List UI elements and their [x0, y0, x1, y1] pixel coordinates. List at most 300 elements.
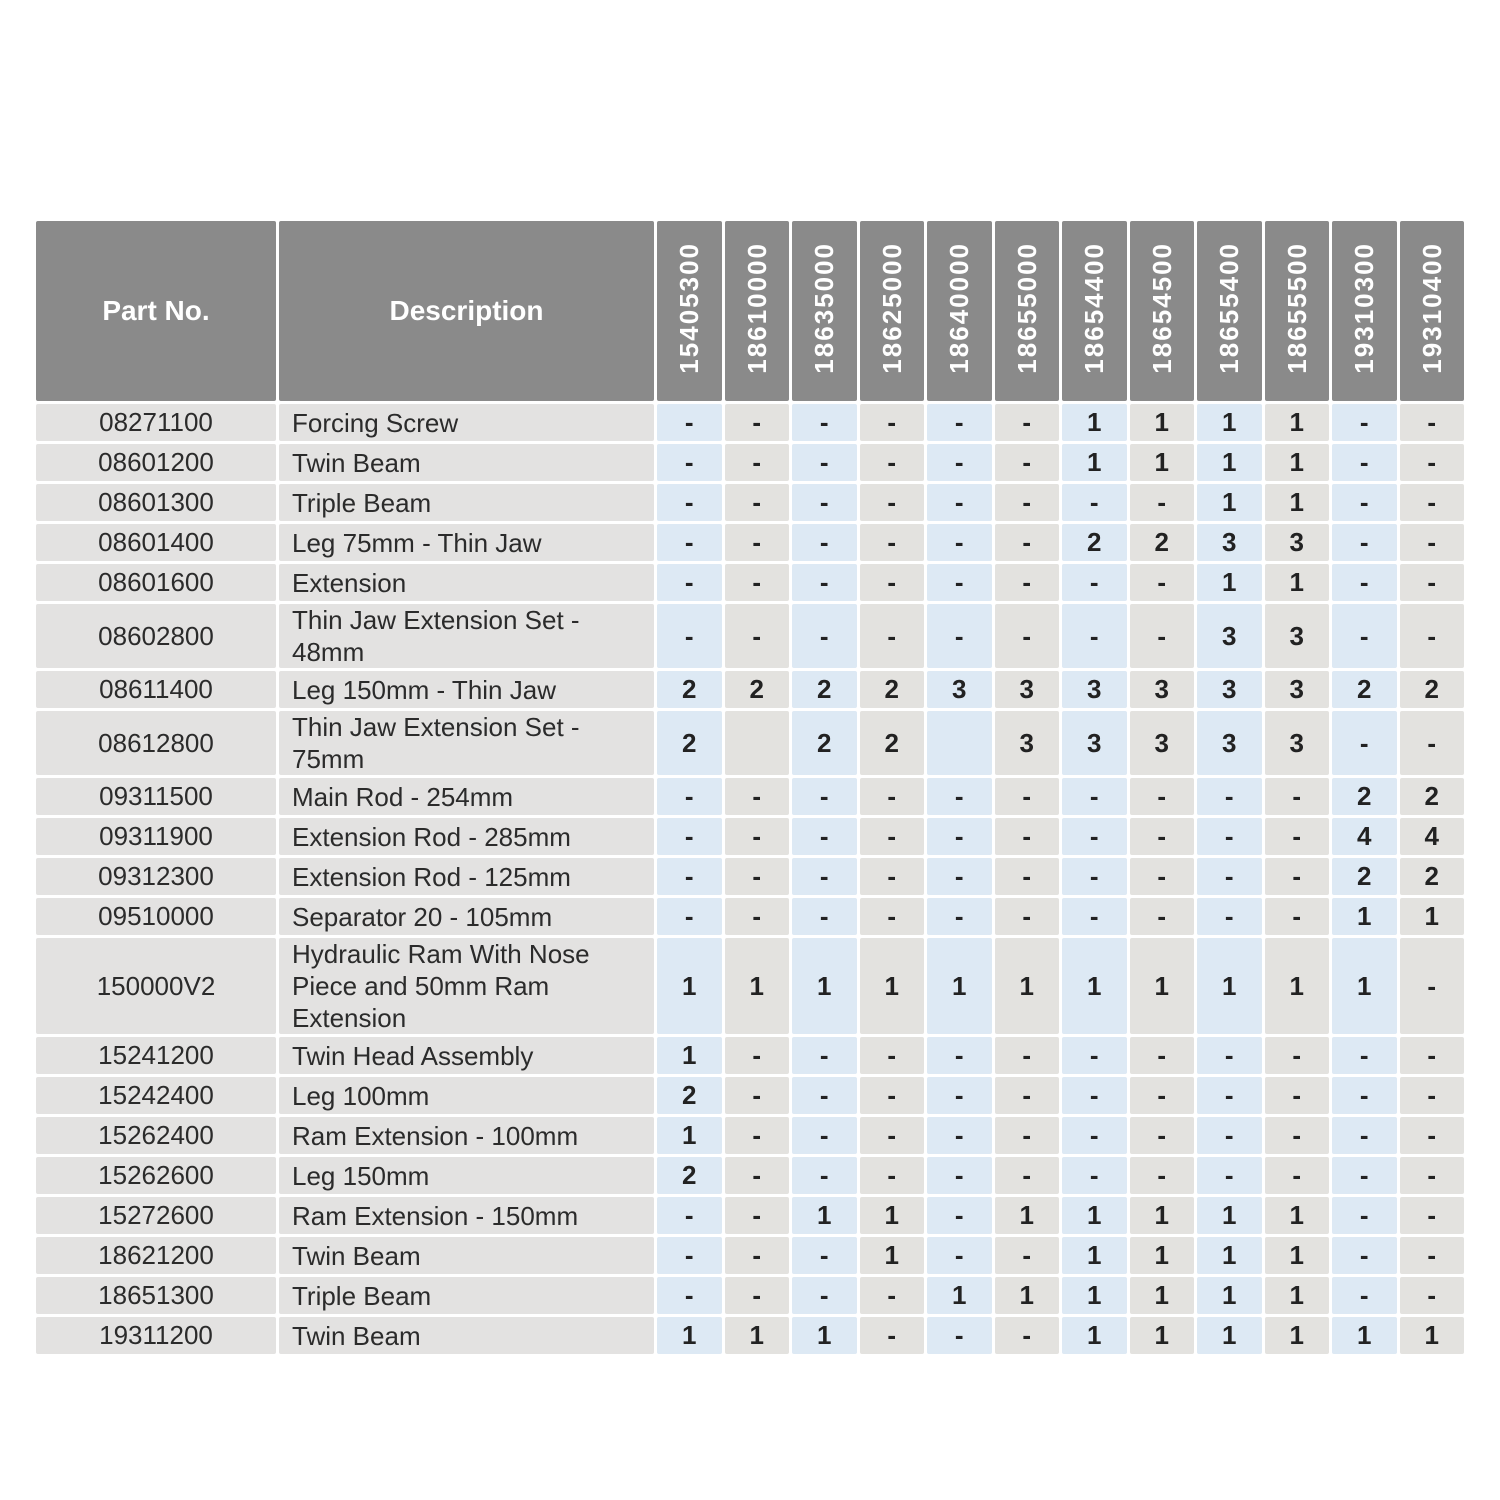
qty-cell: 3	[1197, 604, 1262, 668]
qty-cell: -	[725, 818, 790, 855]
qty-cell: 1	[1130, 444, 1195, 481]
column-header-product-18654400	[1062, 221, 1127, 401]
qty-cell: 1	[1197, 404, 1262, 441]
qty-cell: 2	[1332, 671, 1397, 708]
qty-cell: -	[995, 898, 1060, 935]
qty-cell: -	[927, 1237, 992, 1274]
table-row	[36, 898, 1464, 935]
qty-cell: -	[860, 404, 925, 441]
qty-cell: 3	[1197, 671, 1262, 708]
qty-cell: 1	[1265, 938, 1330, 1034]
qty-cell: 3	[1265, 524, 1330, 561]
table-row	[36, 484, 1464, 521]
qty-cell: -	[657, 484, 722, 521]
qty-cell: 1	[1062, 444, 1127, 481]
product-number-label: 18640000	[944, 241, 975, 374]
qty-cell: -	[1332, 1037, 1397, 1074]
qty-cell: -	[860, 564, 925, 601]
qty-cell: -	[927, 1317, 992, 1354]
qty-cell: 1	[1197, 1237, 1262, 1274]
qty-cell: 2	[1400, 778, 1465, 815]
qty-cell: -	[1400, 524, 1465, 561]
qty-cell: -	[860, 1117, 925, 1154]
qty-cell: -	[1265, 898, 1330, 935]
qty-cell: -	[725, 1237, 790, 1274]
table-row	[36, 818, 1464, 855]
table-row	[36, 671, 1464, 708]
column-header-product-18610000	[725, 221, 790, 401]
qty-cell: -	[657, 1237, 722, 1274]
description-cell: Leg 100mm	[279, 1077, 654, 1114]
qty-cell: 1	[1197, 444, 1262, 481]
qty-cell: 1	[1062, 404, 1127, 441]
qty-cell: -	[927, 1197, 992, 1234]
part-number-cell: 150000V2	[36, 938, 276, 1034]
qty-cell: 1	[995, 1197, 1060, 1234]
column-header-description: Description	[279, 221, 654, 401]
qty-cell: -	[657, 1197, 722, 1234]
table-row	[36, 1077, 1464, 1114]
column-header-product-18640000	[927, 221, 992, 401]
column-header-product-18655000	[995, 221, 1060, 401]
qty-cell: 1	[1130, 1237, 1195, 1274]
qty-cell: -	[725, 858, 790, 895]
qty-cell: -	[1062, 1077, 1127, 1114]
qty-cell: -	[657, 1277, 722, 1314]
qty-cell: -	[1332, 604, 1397, 668]
qty-cell: 1	[1265, 1237, 1330, 1274]
qty-cell: 1	[927, 938, 992, 1034]
qty-cell: -	[927, 404, 992, 441]
qty-cell: -	[1062, 858, 1127, 895]
description-cell: Ram Extension - 150mm	[279, 1197, 654, 1234]
qty-cell: -	[725, 524, 790, 561]
qty-cell: -	[927, 444, 992, 481]
qty-cell: 2	[1400, 858, 1465, 895]
qty-cell: 1	[860, 938, 925, 1034]
qty-cell: 3	[1130, 711, 1195, 775]
column-header-product-18655500	[1265, 221, 1330, 401]
qty-cell: 1	[1400, 1317, 1465, 1354]
description-cell: Triple Beam	[279, 1277, 654, 1314]
description-cell: Twin Head Assembly	[279, 1037, 654, 1074]
product-number-label: 18635000	[809, 241, 840, 374]
qty-cell: -	[657, 898, 722, 935]
qty-cell: -	[1400, 711, 1465, 775]
parts-compatibility-table	[33, 218, 1467, 1357]
qty-cell: -	[927, 1157, 992, 1194]
qty-cell: 2	[725, 671, 790, 708]
qty-cell: -	[1332, 1277, 1397, 1314]
qty-cell: -	[1130, 1117, 1195, 1154]
qty-cell: -	[1130, 604, 1195, 668]
qty-cell: 1	[1130, 404, 1195, 441]
qty-cell: -	[927, 564, 992, 601]
table-row	[36, 711, 1464, 775]
qty-cell: -	[860, 444, 925, 481]
qty-cell: -	[995, 604, 1060, 668]
qty-cell: -	[860, 858, 925, 895]
product-number-label: 19310400	[1416, 241, 1447, 374]
qty-cell: -	[995, 564, 1060, 601]
qty-cell: -	[1332, 524, 1397, 561]
qty-cell: -	[927, 604, 992, 668]
qty-cell: -	[860, 604, 925, 668]
qty-cell: -	[1265, 1077, 1330, 1114]
qty-cell: -	[1400, 484, 1465, 521]
qty-cell: -	[995, 524, 1060, 561]
part-number-cell: 08601400	[36, 524, 276, 561]
qty-cell: 3	[995, 711, 1060, 775]
column-header-product-18654500	[1130, 221, 1195, 401]
qty-cell: -	[1332, 1157, 1397, 1194]
qty-cell: -	[1197, 1117, 1262, 1154]
part-number-cell: 15242400	[36, 1077, 276, 1114]
qty-cell: -	[725, 1117, 790, 1154]
qty-cell: -	[725, 404, 790, 441]
description-cell: Hydraulic Ram With Nose Piece and 50mm Ram Extension	[279, 938, 654, 1034]
column-header-product-18655400	[1197, 221, 1262, 401]
qty-cell: 3	[1265, 711, 1330, 775]
qty-cell: -	[1332, 1077, 1397, 1114]
description-cell: Extension Rod - 285mm	[279, 818, 654, 855]
part-number-cell: 08611400	[36, 671, 276, 708]
column-header-product-19310400	[1400, 221, 1465, 401]
qty-cell: -	[927, 898, 992, 935]
column-header-part-no: Part No.	[36, 221, 276, 401]
table-row	[36, 858, 1464, 895]
qty-cell: 1	[1265, 444, 1330, 481]
qty-cell: 2	[1130, 524, 1195, 561]
qty-cell: -	[995, 778, 1060, 815]
qty-cell: 1	[860, 1237, 925, 1274]
qty-cell: -	[1332, 1117, 1397, 1154]
qty-cell: 1	[1062, 1277, 1127, 1314]
part-number-cell: 09510000	[36, 898, 276, 935]
table-row	[36, 1317, 1464, 1354]
description-cell: Extension	[279, 564, 654, 601]
qty-cell: -	[1400, 604, 1465, 668]
qty-cell: 2	[1332, 858, 1397, 895]
qty-cell: -	[1130, 898, 1195, 935]
table-row	[36, 564, 1464, 601]
qty-cell: -	[1332, 404, 1397, 441]
qty-cell: -	[725, 778, 790, 815]
qty-cell: -	[1400, 938, 1465, 1034]
qty-cell: -	[1130, 778, 1195, 815]
qty-cell: -	[1332, 1197, 1397, 1234]
qty-cell: -	[792, 1157, 857, 1194]
qty-cell: 1	[1197, 1197, 1262, 1234]
qty-cell: -	[860, 818, 925, 855]
qty-cell: -	[657, 524, 722, 561]
part-number-cell: 08601300	[36, 484, 276, 521]
qty-cell: -	[792, 1037, 857, 1074]
table-row	[36, 1277, 1464, 1314]
qty-cell: -	[1400, 1117, 1465, 1154]
qty-cell: 1	[995, 938, 1060, 1034]
qty-cell: -	[1062, 604, 1127, 668]
column-header-product-15405300	[657, 221, 722, 401]
description-cell: Triple Beam	[279, 484, 654, 521]
qty-cell: -	[1400, 564, 1465, 601]
qty-cell: 2	[1400, 671, 1465, 708]
table-row	[36, 604, 1464, 668]
qty-cell: -	[1332, 1237, 1397, 1274]
qty-cell: -	[995, 1157, 1060, 1194]
qty-cell: -	[1400, 404, 1465, 441]
qty-cell: -	[1197, 1077, 1262, 1114]
qty-cell: -	[860, 484, 925, 521]
table-row	[36, 1117, 1464, 1154]
qty-cell: -	[860, 898, 925, 935]
header-row	[36, 221, 1464, 401]
qty-cell: -	[860, 524, 925, 561]
qty-cell: 2	[792, 671, 857, 708]
product-number-label: 18654400	[1079, 241, 1110, 374]
description-cell: Leg 150mm - Thin Jaw	[279, 671, 654, 708]
description-cell: Twin Beam	[279, 444, 654, 481]
table-row	[36, 1037, 1464, 1074]
qty-cell: -	[1400, 1157, 1465, 1194]
qty-cell: -	[1400, 444, 1465, 481]
qty-cell: -	[792, 1237, 857, 1274]
qty-cell: -	[1197, 898, 1262, 935]
qty-cell: -	[792, 444, 857, 481]
qty-cell: 1	[792, 1317, 857, 1354]
qty-cell: 2	[657, 711, 722, 775]
qty-cell: -	[927, 1037, 992, 1074]
qty-cell: -	[1265, 778, 1330, 815]
description-cell: Twin Beam	[279, 1237, 654, 1274]
qty-cell: -	[657, 604, 722, 668]
qty-cell: -	[1130, 1157, 1195, 1194]
qty-cell: 1	[1130, 938, 1195, 1034]
qty-cell: -	[1197, 1157, 1262, 1194]
part-number-cell: 09311500	[36, 778, 276, 815]
qty-cell: -	[1332, 564, 1397, 601]
description-cell: Separator 20 - 105mm	[279, 898, 654, 935]
qty-cell: 3	[1197, 711, 1262, 775]
qty-cell: -	[657, 818, 722, 855]
qty-cell: 1	[1265, 1317, 1330, 1354]
qty-cell: -	[1130, 564, 1195, 601]
table-row	[36, 524, 1464, 561]
qty-cell: 1	[860, 1197, 925, 1234]
product-number-label: 15405300	[674, 241, 705, 374]
qty-cell: -	[1197, 858, 1262, 895]
qty-cell: -	[725, 1077, 790, 1114]
qty-cell: -	[657, 778, 722, 815]
qty-cell: -	[1400, 1197, 1465, 1234]
qty-cell: 3	[1130, 671, 1195, 708]
qty-cell: 1	[1197, 1317, 1262, 1354]
description-cell: Main Rod - 254mm	[279, 778, 654, 815]
qty-cell: -	[725, 564, 790, 601]
qty-cell: 1	[1062, 1317, 1127, 1354]
qty-cell: -	[995, 1037, 1060, 1074]
qty-cell: -	[995, 1117, 1060, 1154]
qty-cell: -	[1400, 1237, 1465, 1274]
qty-cell: -	[860, 1077, 925, 1114]
qty-cell: 1	[1332, 1317, 1397, 1354]
part-number-cell: 18651300	[36, 1277, 276, 1314]
qty-cell: 1	[725, 1317, 790, 1354]
qty-cell: -	[927, 818, 992, 855]
qty-cell: -	[1062, 484, 1127, 521]
part-number-cell: 08602800	[36, 604, 276, 668]
qty-cell: 1	[1265, 404, 1330, 441]
qty-cell: -	[1130, 484, 1195, 521]
qty-cell: -	[792, 1277, 857, 1314]
qty-cell: -	[792, 858, 857, 895]
qty-cell: 1	[1265, 1277, 1330, 1314]
qty-cell: -	[860, 1157, 925, 1194]
qty-cell: -	[995, 858, 1060, 895]
qty-cell: -	[1062, 818, 1127, 855]
qty-cell: -	[995, 484, 1060, 521]
qty-cell: -	[792, 524, 857, 561]
qty-cell: -	[1332, 711, 1397, 775]
qty-cell: 2	[657, 1157, 722, 1194]
description-cell: Extension Rod - 125mm	[279, 858, 654, 895]
qty-cell: 1	[1130, 1277, 1195, 1314]
qty-cell: -	[1332, 444, 1397, 481]
description-cell: Thin Jaw Extension Set - 75mm	[279, 711, 654, 775]
qty-cell: 3	[1062, 711, 1127, 775]
qty-cell: -	[1265, 1037, 1330, 1074]
description-cell: Thin Jaw Extension Set - 48mm	[279, 604, 654, 668]
qty-cell: 1	[1332, 898, 1397, 935]
qty-cell: 1	[792, 938, 857, 1034]
qty-cell: -	[927, 778, 992, 815]
product-number-label: 19310300	[1349, 241, 1380, 374]
part-number-cell: 08601200	[36, 444, 276, 481]
qty-cell: 1	[1130, 1197, 1195, 1234]
qty-cell: 1	[995, 1277, 1060, 1314]
qty-cell: -	[792, 484, 857, 521]
qty-cell: -	[725, 1197, 790, 1234]
qty-cell: 1	[1265, 564, 1330, 601]
table-header	[36, 221, 1464, 401]
qty-cell	[725, 711, 790, 775]
qty-cell: -	[657, 444, 722, 481]
qty-cell: 1	[725, 938, 790, 1034]
qty-cell: -	[860, 1277, 925, 1314]
qty-cell: -	[927, 524, 992, 561]
qty-cell: -	[725, 444, 790, 481]
qty-cell: -	[792, 818, 857, 855]
table-row	[36, 1197, 1464, 1234]
qty-cell: -	[657, 404, 722, 441]
table-row	[36, 1237, 1464, 1274]
description-cell: Leg 150mm	[279, 1157, 654, 1194]
qty-cell: -	[1265, 1117, 1330, 1154]
part-number-cell: 15241200	[36, 1037, 276, 1074]
qty-cell: 2	[1332, 778, 1397, 815]
qty-cell: 1	[927, 1277, 992, 1314]
qty-cell: 2	[657, 671, 722, 708]
qty-cell: 3	[1062, 671, 1127, 708]
part-number-cell: 09312300	[36, 858, 276, 895]
product-number-label: 18655400	[1214, 241, 1245, 374]
qty-cell: -	[1197, 818, 1262, 855]
description-cell: Forcing Screw	[279, 404, 654, 441]
qty-cell: -	[1130, 858, 1195, 895]
table-row	[36, 778, 1464, 815]
qty-cell: 3	[927, 671, 992, 708]
description-cell: Ram Extension - 100mm	[279, 1117, 654, 1154]
qty-cell: 4	[1332, 818, 1397, 855]
qty-cell: -	[792, 604, 857, 668]
qty-cell: 1	[657, 1117, 722, 1154]
qty-cell: 1	[1130, 1317, 1195, 1354]
qty-cell: 1	[1197, 938, 1262, 1034]
qty-cell: 1	[1400, 898, 1465, 935]
qty-cell: 3	[1197, 524, 1262, 561]
qty-cell: -	[860, 778, 925, 815]
qty-cell: -	[995, 1317, 1060, 1354]
qty-cell: 3	[1265, 604, 1330, 668]
qty-cell: 1	[792, 1197, 857, 1234]
qty-cell: 1	[657, 1037, 722, 1074]
qty-cell: 1	[657, 1317, 722, 1354]
table-row	[36, 444, 1464, 481]
qty-cell: -	[1062, 1117, 1127, 1154]
qty-cell: -	[1332, 484, 1397, 521]
qty-cell: -	[1265, 1157, 1330, 1194]
qty-cell: 1	[1332, 938, 1397, 1034]
table-row	[36, 404, 1464, 441]
column-header-product-19310300	[1332, 221, 1397, 401]
qty-cell: -	[995, 818, 1060, 855]
table-body	[36, 404, 1464, 1354]
qty-cell: -	[657, 564, 722, 601]
description-cell: Twin Beam	[279, 1317, 654, 1354]
qty-cell: 2	[1062, 524, 1127, 561]
qty-cell: -	[792, 1117, 857, 1154]
qty-cell: -	[927, 858, 992, 895]
product-number-label: 18655500	[1281, 241, 1312, 374]
part-number-cell: 15262600	[36, 1157, 276, 1194]
qty-cell: 2	[860, 711, 925, 775]
qty-cell: -	[1130, 1077, 1195, 1114]
part-number-cell: 19311200	[36, 1317, 276, 1354]
qty-cell: -	[1197, 778, 1262, 815]
table-row	[36, 938, 1464, 1034]
qty-cell	[927, 711, 992, 775]
product-number-label: 18610000	[741, 241, 772, 374]
qty-cell: -	[1062, 778, 1127, 815]
qty-cell: -	[1062, 1037, 1127, 1074]
part-number-cell: 08271100	[36, 404, 276, 441]
qty-cell: -	[995, 1077, 1060, 1114]
qty-cell: 2	[657, 1077, 722, 1114]
qty-cell: -	[927, 1117, 992, 1154]
part-number-cell: 15272600	[36, 1197, 276, 1234]
qty-cell: 4	[1400, 818, 1465, 855]
qty-cell: -	[792, 778, 857, 815]
qty-cell: -	[725, 1037, 790, 1074]
qty-cell: -	[1062, 1157, 1127, 1194]
qty-cell: -	[725, 898, 790, 935]
qty-cell: -	[860, 1037, 925, 1074]
qty-cell: 3	[995, 671, 1060, 708]
qty-cell: -	[860, 1317, 925, 1354]
qty-cell: -	[725, 1157, 790, 1194]
qty-cell: -	[927, 484, 992, 521]
column-header-product-18625000	[860, 221, 925, 401]
